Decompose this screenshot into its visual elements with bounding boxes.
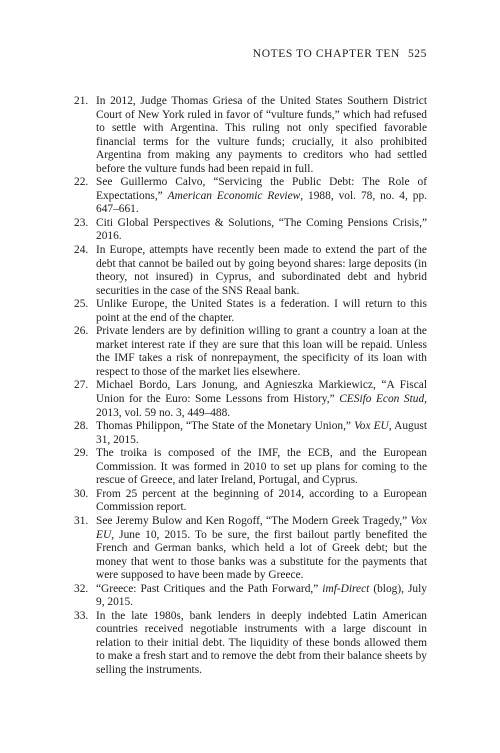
endnote <box>74 325 427 379</box>
endnote-italic-title: CESifo Econ Stud <box>339 393 425 406</box>
endnote-text-segment: See Guillermo Calvo, “Servicing the Public Debt: The Role of Expectations,” <box>96 176 427 202</box>
endnote-text <box>96 420 427 447</box>
endnote <box>74 217 427 244</box>
endnote-text-segment: Thomas Philippon, “The State of the Monetary Union,” <box>96 420 355 433</box>
endnote-number: 22. <box>74 176 89 189</box>
endnote-text-segment: , June 10, 2015. To be sure, the first bailout partly benefited the French and German banks, which held a lot of Greek debt; but the money that went to those banks was a substitute for the payments that were supposed to have been made by Greece. <box>96 528 427 582</box>
endnote <box>74 515 427 583</box>
endnote-number: 32. <box>74 582 89 595</box>
endnote-italic-title: Vox EU <box>354 420 389 433</box>
endnote-number: 21. <box>74 95 89 107</box>
endnote-number: 30. <box>74 487 89 500</box>
endnote-text-segment: , 2013, vol. 59 no. 3, 449–488. <box>96 393 427 419</box>
endnote-text <box>96 95 427 176</box>
endnote-number: 23. <box>74 216 89 229</box>
page-number: 525 <box>407 48 427 60</box>
endnote-text <box>96 447 427 488</box>
endnote <box>74 298 427 325</box>
endnote-number: 24. <box>74 244 89 257</box>
endnote <box>74 379 427 420</box>
endnote-text-segment: Michael Bordo, Lars Jonung, and Agnieszka Markiewicz, “A Fiscal Union for the Euro: Some Lessons from History,” <box>96 379 427 406</box>
endnote <box>74 488 427 515</box>
endnote-text <box>96 488 427 515</box>
endnote-text-segment: Unlike Europe, the United States is a federation. I will return to this point at the end of the chapter. <box>96 298 427 324</box>
running-head <box>253 48 427 60</box>
endnote-text <box>96 515 427 583</box>
endnote-number: 25. <box>74 298 89 311</box>
endnote-text-segment: In 2012, Judge Thomas Griesa of the United States Southern District Court of New York ruled in favor of “vulture funds,” which had refused to settle with Argentina. This ruling not only specified favorable financial terms for the vulture funds; crucially, it also prohibited Argentina from making any payments to creditors who had settled before the vulture funds had been repaid in full. <box>96 95 427 175</box>
endnote-text-segment: “Greece: Past Critiques and the Path Forward,” <box>96 582 323 595</box>
endnote-text <box>96 176 427 217</box>
endnote <box>74 583 427 610</box>
endnote-italic-title: imf-Direct <box>322 582 370 595</box>
endnote-text <box>96 217 427 244</box>
endnote-text-segment: , 1988, vol. 78, no. 4, pp. 647–661. <box>96 189 427 216</box>
endnote-italic-title: American Economic Review <box>167 189 301 202</box>
endnote-number: 33. <box>74 609 89 622</box>
chapter-label: NOTES TO CHAPTER TEN <box>252 48 400 60</box>
endnote-number: 26. <box>74 325 89 338</box>
endnotes-list <box>74 95 427 678</box>
endnote-italic-title: Vox EU <box>96 514 427 541</box>
endnote-text-segment: From 25 percent at the beginning of 2014, according to a European Commission report. <box>96 487 427 514</box>
endnote-text-segment: , August 31, 2015. <box>96 420 428 446</box>
endnote-text-segment: Private lenders are by definition willing to grant a country a loan at the market interest rate if they are sure that this loan will be repaid. Unless the IMF takes a risk of nonrepayment, the specificity of its loan with respect to those of the market lies elsewhere. <box>96 325 427 378</box>
endnote <box>74 176 427 217</box>
endnote-number: 29. <box>74 447 89 460</box>
endnote-text <box>96 610 427 678</box>
endnote-text-segment: In Europe, attempts have recently been made to extend the part of the debt that cannot be bailed out by going beyond shares: large deposits (in theory, not insured) in Cyprus, and subordinated debt and hybrid securities in the case of the SNS Reaal bank. <box>96 244 427 297</box>
endnote <box>74 447 427 488</box>
endnote-text <box>96 583 427 610</box>
endnote-text <box>96 325 427 379</box>
endnote <box>74 244 427 298</box>
endnote-text-segment: The troika is composed of the IMF, the ECB, and the European Commission. It was formed in 2010 to set up plans for coming to the rescue of Greece, and later Ireland, Portugal, and Cyprus. <box>96 447 427 487</box>
endnote-text-segment: See Jeremy Bulow and Ken Rogoff, “The Modern Greek Tragedy,” <box>96 514 411 527</box>
endnote-text <box>96 298 427 325</box>
endnote <box>74 95 427 176</box>
endnote-text-segment: (blog), July 9, 2015. <box>96 582 427 609</box>
endnote-text <box>96 244 427 298</box>
endnote-number: 31. <box>74 514 89 527</box>
endnote <box>74 420 427 447</box>
endnote-text <box>96 379 427 420</box>
endnote <box>74 610 427 678</box>
endnote-text-segment: In the late 1980s, bank lenders in deeply indebted Latin American countries received negotiable instruments with a large discount in relation to their initial debt. The liquidity of these bonds allowed them to make a fresh start and to remove the debt from their balance sheets by selling the instruments. <box>96 609 427 676</box>
endnote-number: 27. <box>74 379 89 392</box>
endnote-number: 28. <box>74 420 89 433</box>
endnote-text-segment: Citi Global Perspectives & Solutions, “The Coming Pensions Crisis,” 2016. <box>96 216 427 243</box>
